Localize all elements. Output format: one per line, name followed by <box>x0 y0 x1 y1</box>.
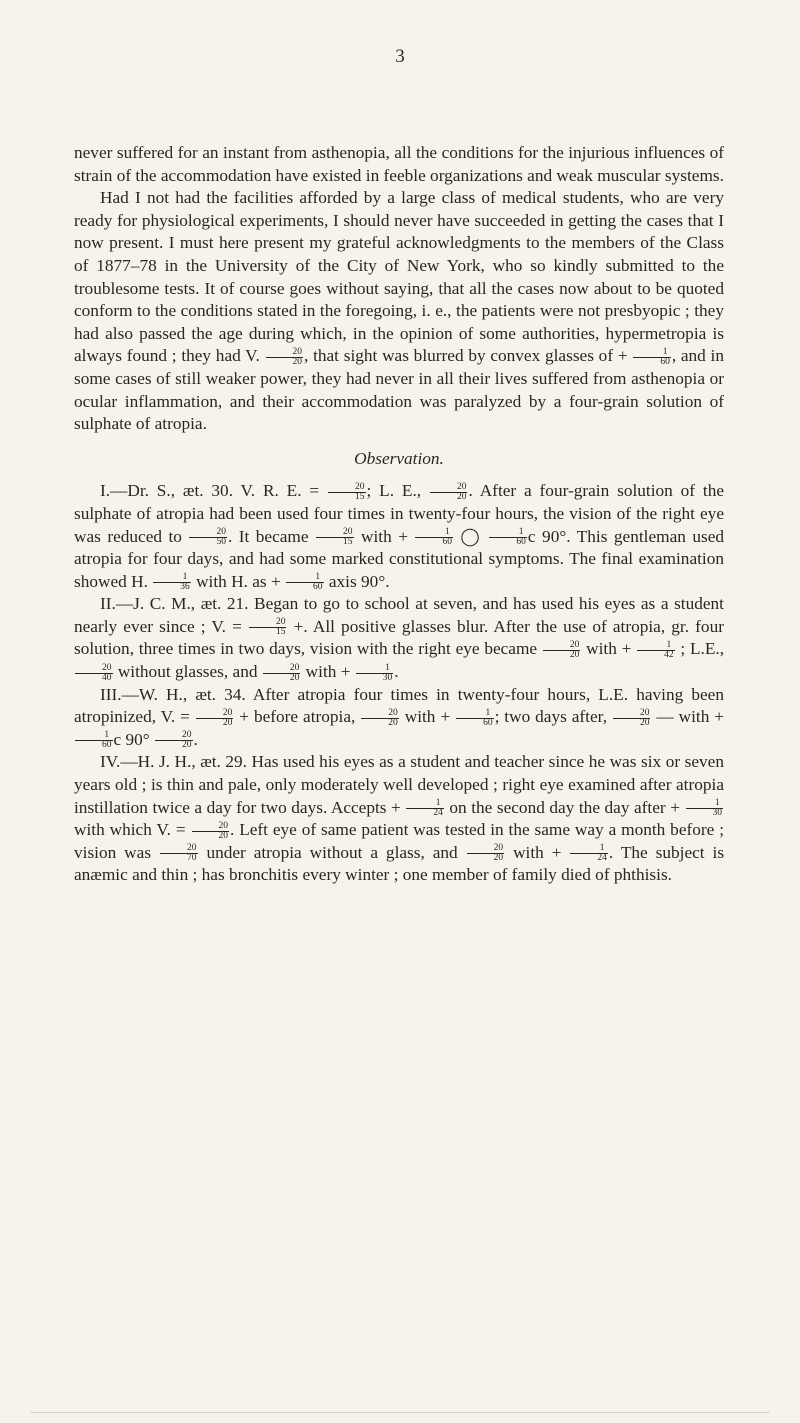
fraction: $\frac{1}{36}$ <box>153 573 191 592</box>
fraction: $\frac{1}{30}$ <box>686 799 724 818</box>
fraction: $\frac{1}{60}$ <box>286 573 324 592</box>
fraction: $\frac{1}{60}$ <box>633 348 671 367</box>
page-bottom-edge <box>30 1412 770 1413</box>
fraction: $\frac{20}{20}$ <box>613 709 651 728</box>
fraction: $\frac{20}{70}$ <box>160 844 198 863</box>
fraction: $\frac{20}{20}$ <box>196 709 234 728</box>
fraction: $\frac{20}{20}$ <box>266 348 304 367</box>
paragraph-acknowledgments: Had I not had the facilities afforded by a large class of medical students, who are very ready for physiological experiments, I should never have succeeded in getting the cases that I now present. I must here present my grateful acknowledgments to the members of the Class of 1877–78 in the University of the City of New York, who so kindly submitted to the troublesome tests. It of course goes without saying, that all the cases now about to be quoted conform to the conditions stated in the foregoing, i. e., the patients were not presbyopic ; they had also passed the age during which, in the opinion of some authorities, hypermetropia is always found ; they had V. $\frac{20}{20}$ , that sight was blurred by convex glasses of + $\frac{1}{60}$ , and in some cases of still weaker power, they had never in all their lives suffered from asthenopia or ocular inflammation, and their accommodation was paralyzed by a four-grain solution of sulphate of atropia. <box>74 188 725 434</box>
fraction: $\frac{1}{24}$ <box>570 844 608 863</box>
fraction: $\frac{20}{20}$ <box>467 844 505 863</box>
observation-heading: Observation. <box>354 448 444 468</box>
case-1: I.—Dr. S., æt. 30. V. R. E. = $\frac{20}{15}$ ; L. E., $\frac{20}{20}$ . After a four-grain solution of the sulphate of atropia had been used four times in twenty-four hours, the vision of the right eye was reduced to $\frac{20}{50}$ . It became $\frac{20}{15}$ with + $\frac{1}{60}$ ◯ $\frac{1}{60}$ c 90°. This gentleman used atropia for four days, and had some marked constitutional symptoms. The final examination showed H. $\frac{1}{36}$ with H. as + $\frac{1}{60}$ axis 90°. <box>74 481 725 593</box>
fraction: $\frac{20}{20}$ <box>543 641 581 660</box>
fraction: $\frac{20}{15}$ <box>316 528 354 547</box>
fraction: $\frac{20}{20}$ <box>192 822 230 841</box>
fraction: $\frac{1}{60}$ <box>75 731 113 750</box>
fraction: $\frac{20}{15}$ <box>249 618 287 637</box>
fraction: $\frac{20}{15}$ <box>328 483 366 502</box>
fraction: $\frac{20}{20}$ <box>155 731 193 750</box>
fraction: $\frac{1}{30}$ <box>356 664 394 683</box>
fraction: $\frac{20}{20}$ <box>430 483 468 502</box>
fraction: $\frac{1}{60}$ <box>456 709 494 728</box>
body-text <box>74 142 724 887</box>
fraction: $\frac{20}{20}$ <box>263 664 301 683</box>
fraction: $\frac{20}{50}$ <box>189 528 227 547</box>
fraction: $\frac{1}{60}$ <box>489 528 527 547</box>
fraction: $\frac{20}{20}$ <box>361 709 399 728</box>
page-number: 3 <box>395 46 405 67</box>
fraction: $\frac{1}{42}$ <box>637 641 675 660</box>
case-3: III.—W. H., æt. 34. After atropia four times in twenty-four hours, L.E. having been atropinized, V. = $\frac{20}{20}$ + before atropia, $\frac{20}{20}$ with + $\frac{1}{60}$ ; two days after, $\frac{20}{20}$ — with + $\frac{1}{60}$ c 90° $\frac{20}{20}$ . <box>74 684 725 751</box>
fraction: $\frac{1}{24}$ <box>406 799 444 818</box>
fraction: $\frac{1}{60}$ <box>415 528 453 547</box>
case-4: IV.—H. J. H., æt. 29. Has used his eyes as a student and teacher since he was six or seven years old ; is thin and pale, only moderately well developed ; right eye examined after atropia instillation twice a day for two days. Accepts + $\frac{1}{24}$ on the second day the day after + $\frac{1}{30}$ with which V. = $\frac{20}{20}$ . Left eye of same patient was tested in the same way a month before ; vision was $\frac{20}{70}$ under atropia without a glass, and $\frac{20}{20}$ with + $\frac{1}{24}$ . The subject is anæmic and thin ; has bronchitis every winter ; one member of family died of phthisis. <box>74 752 725 885</box>
paragraph-continuation: never suffered for an instant from asthenopia, all the conditions for the injurious influences of strain of the accommodation have existed in feeble organizations and weak muscular systems. <box>74 143 724 185</box>
case-2: II.—J. C. M., æt. 21. Began to go to school at seven, and has used his eyes as a student nearly ever since ; V. = $\frac{20}{15}$ +. All positive glasses blur. After the use of atropia, gr. four solution, three times in two days, vision with the right eye became $\frac{20}{20}$ with + $\frac{1}{42}$ ; L.E., $\frac{20}{40}$ without glasses, and $\frac{20}{20}$ with + $\frac{1}{30}$ . <box>74 594 725 683</box>
fraction: $\frac{20}{40}$ <box>75 664 113 683</box>
